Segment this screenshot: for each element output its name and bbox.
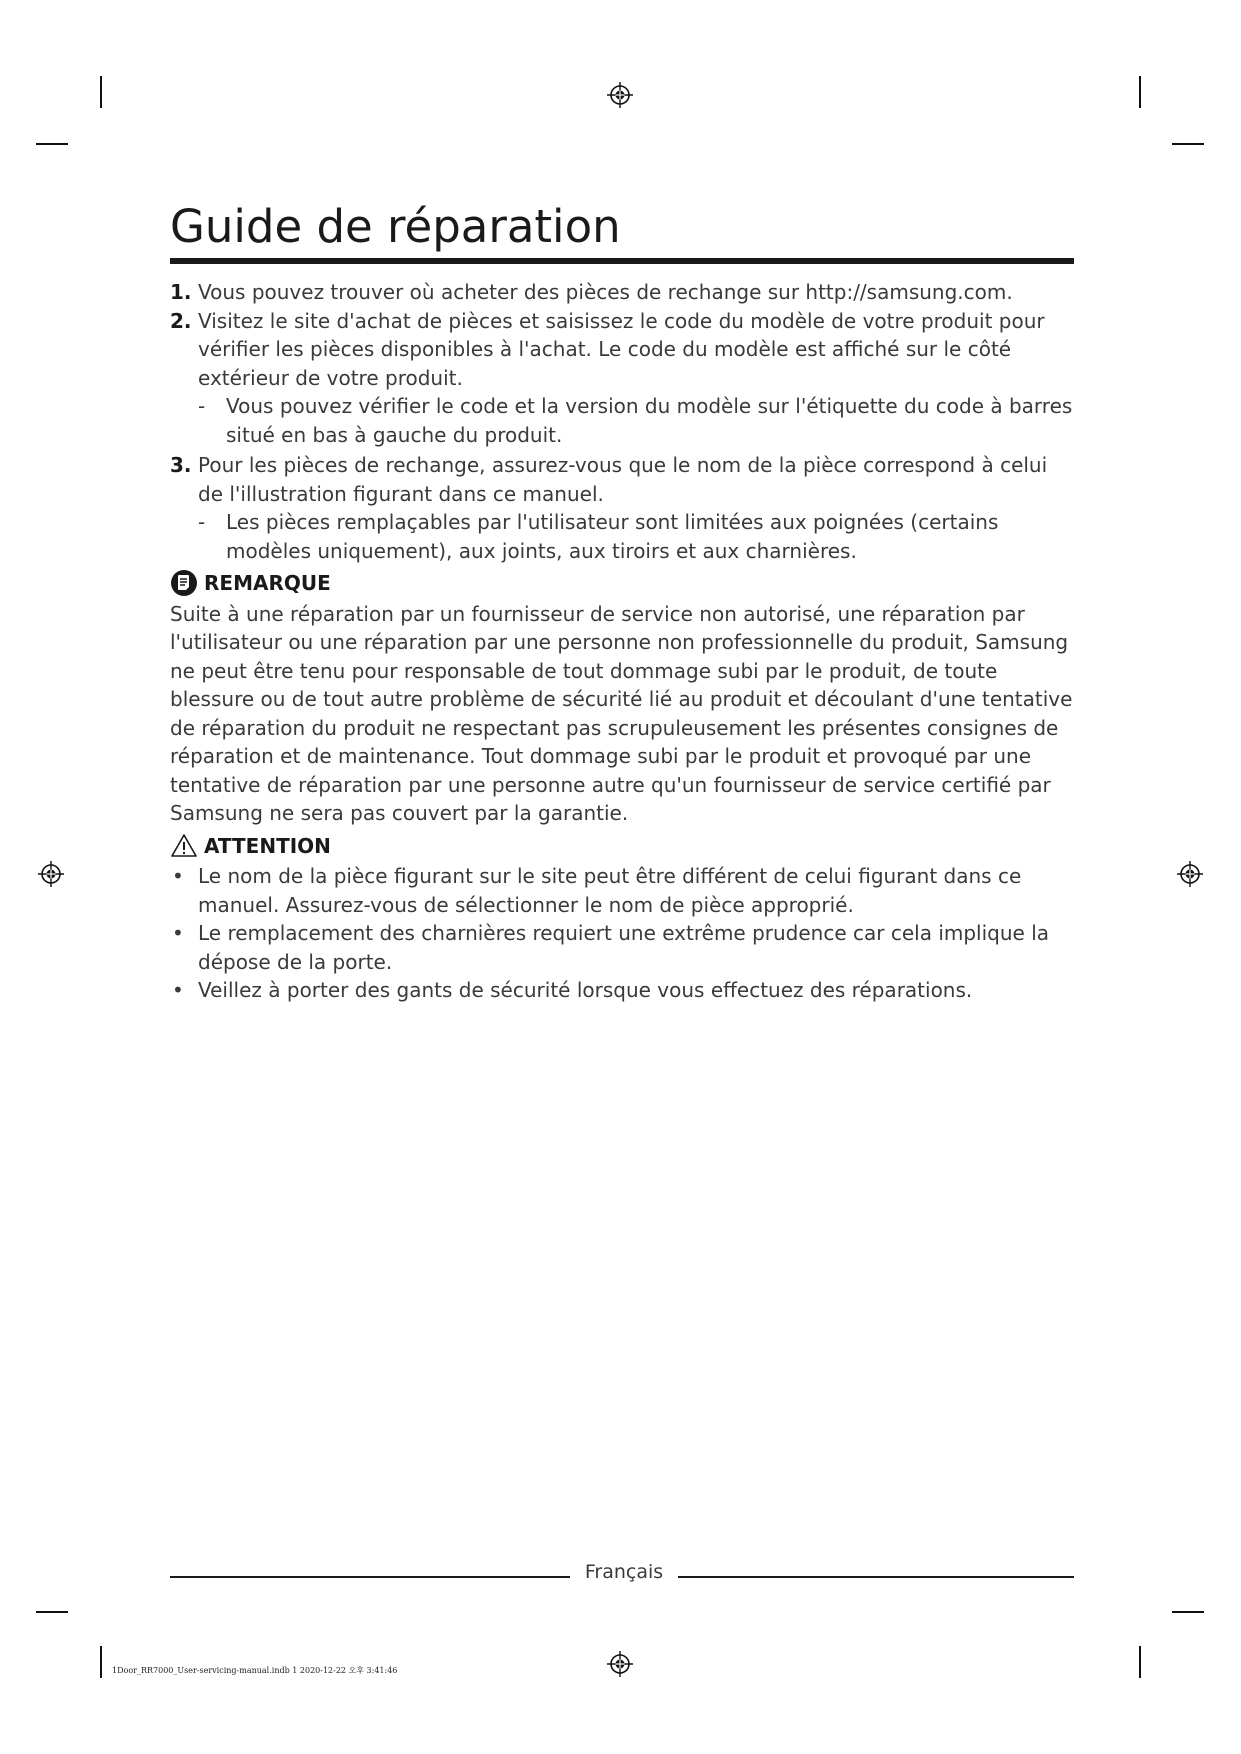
caution-heading-label: ATTENTION [204,833,331,858]
subitem-text: Les pièces remplaçables par l'utilisateur sont limitées aux poignées (certains modèles uniquement), aux joints, aux tiroirs et aux charnières. [226,510,999,563]
step-1 [170,278,1074,307]
note-heading-label: REMARQUE [204,571,331,595]
note-icon [170,569,198,597]
dash-marker: - [198,510,206,534]
dash-marker: - [198,394,206,418]
main-content [170,278,1074,1005]
caution-heading [170,832,1074,861]
step-text: Pour les pièces de rechange, assurez-vous que le nom de la pièce correspond à celui de l'illustration figurant dans ce manuel. [198,453,1048,506]
registration-mark-left-icon [38,861,64,887]
step-2-subitem [170,392,1074,449]
caution-bullet-text: Veillez à porter des gants de sécurité lorsque vous effectuez des réparations. [198,978,973,1002]
caution-bullet-text: Le remplacement des charnières requiert une extrême prudence car cela implique la dépose de la porte. [198,921,1050,974]
print-slug: 1Door_RR7000_User-servicing-manual.indb 1 2020-12-22 오후 3:41:46 [112,1666,398,1675]
bullet-marker: • [172,921,184,945]
step-3 [170,451,1074,508]
footer-rule-left [170,1576,570,1578]
registration-mark-bottom-icon [607,1651,633,1677]
registration-mark-top-icon [607,82,633,108]
crop-mark-bottom-right-vertical [1139,1646,1141,1678]
registration-mark-right-icon [1177,861,1203,887]
step-number: 2. [170,308,192,333]
crop-mark-top-left-vertical [100,76,102,108]
note-text: Suite à une réparation par un fournisseur de service non autorisé, une réparation par l'utilisateur ou une réparation par une personne non professionnelle du produit, Samsung ne peut être tenu pour responsable de tout dommage subi par le produit, de toute blessure ou de tout autre problème de sécurité lié au produit et découlant d'une tentative de réparation du produit ne respectant pas scrupuleusement les présentes consignes de réparation et de maintenance. Tout dommage subi par le produit et provoqué par une tentative de réparation par une personne autre qu'un fournisseur de service certifié par Samsung ne sera pas couvert par la garantie. [170,601,1073,825]
crop-mark-top-left-horizontal [36,143,68,145]
caution-bullet-text: Le nom de la pièce figurant sur le site peut être différent de celui figurant dans ce manuel. Assurez-vous de sélectionner le nom de pièce approprié. [198,864,1022,917]
crop-mark-bottom-left-vertical [100,1646,102,1678]
step-text: Vous pouvez trouver où acheter des pièces de rechange sur http://samsung.com. [198,280,1013,304]
caution-bullet [170,862,1074,919]
crop-mark-bottom-left-horizontal [36,1611,68,1613]
warning-triangle-icon [170,832,198,860]
crop-mark-bottom-right-horizontal [1172,1611,1204,1613]
bullet-marker: • [172,978,184,1002]
note-heading [170,569,1074,598]
step-number: 1. [170,280,192,304]
bullet-marker: • [172,864,184,888]
step-3-subitem [170,508,1074,565]
page-title: Guide de réparation [170,200,621,253]
step-number: 3. [170,453,192,477]
crop-mark-top-right-vertical [1139,76,1141,108]
crop-mark-top-right-horizontal [1172,143,1204,145]
step-text: Visitez le site d'achat de pièces et saisissez le code du modèle de votre produit pour vérifier les pièces disponibles à l'achat. Le code du modèle est affiché sur le côté extérieur de votre produit. [198,308,1045,390]
footer-rule-right [678,1576,1074,1578]
subitem-text: Vous pouvez vérifier le code et la version du modèle sur l'étiquette du code à barres situé en bas à gauche du produit. [226,394,1073,447]
step-2 [170,307,1074,393]
footer-language: Français [584,1561,664,1583]
caution-bullet [170,976,1074,1005]
title-underline [170,258,1074,264]
caution-bullet [170,919,1074,976]
